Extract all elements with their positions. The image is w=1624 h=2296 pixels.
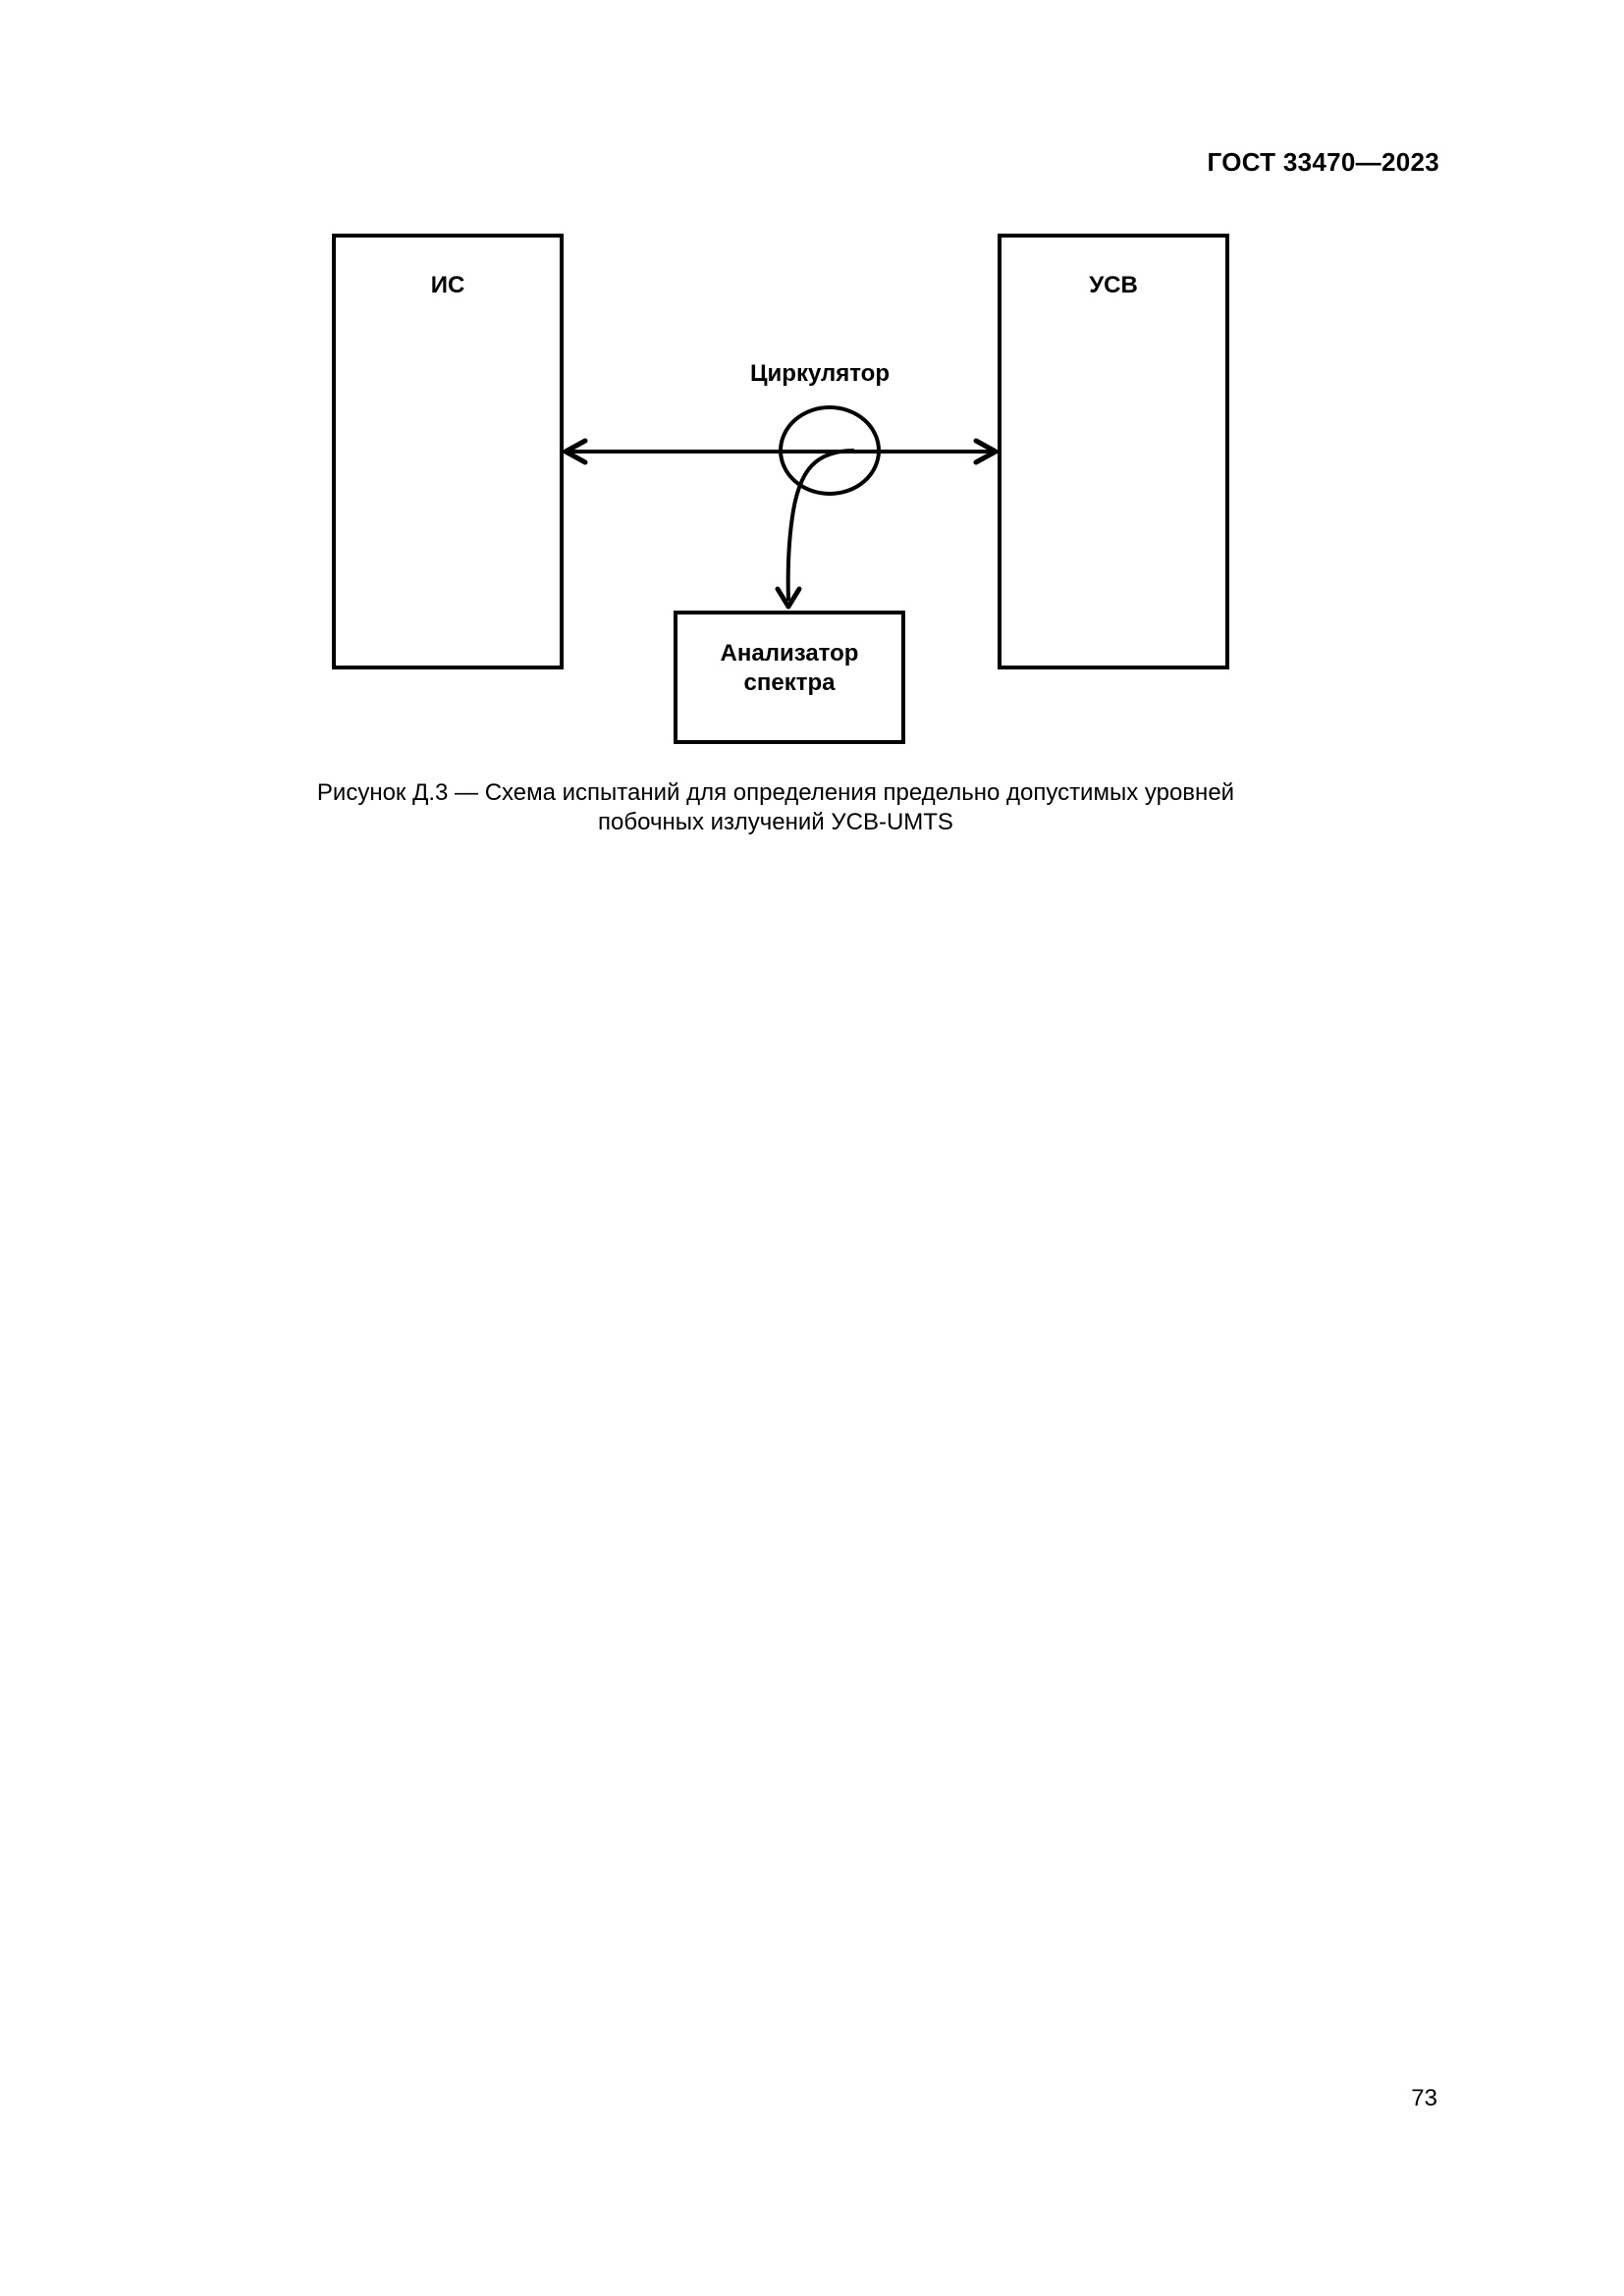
usv-box — [1000, 236, 1227, 667]
usv-label: УСВ — [1089, 272, 1138, 298]
figure-caption — [196, 778, 1355, 837]
caption-line-2: побочных излучений УСВ-UMTS — [598, 809, 953, 835]
circulator-label: Циркулятор — [750, 360, 890, 387]
caption-line-1: Рисунок Д.3 — Схема испытаний для определения предельно допустимых уровней — [316, 779, 1235, 806]
analyzer-label-line1: Анализатор — [720, 640, 859, 667]
circulator-output-path — [788, 451, 854, 601]
document-code: ГОСТ 33470—2023 — [1207, 147, 1439, 177]
analyzer-label — [676, 639, 903, 698]
is-box — [334, 236, 562, 667]
page-number: 73 — [1411, 2085, 1437, 2111]
is-label: ИС — [430, 272, 465, 298]
test-setup-diagram — [0, 0, 1624, 785]
analyzer-label-line2: спектра — [743, 669, 836, 696]
